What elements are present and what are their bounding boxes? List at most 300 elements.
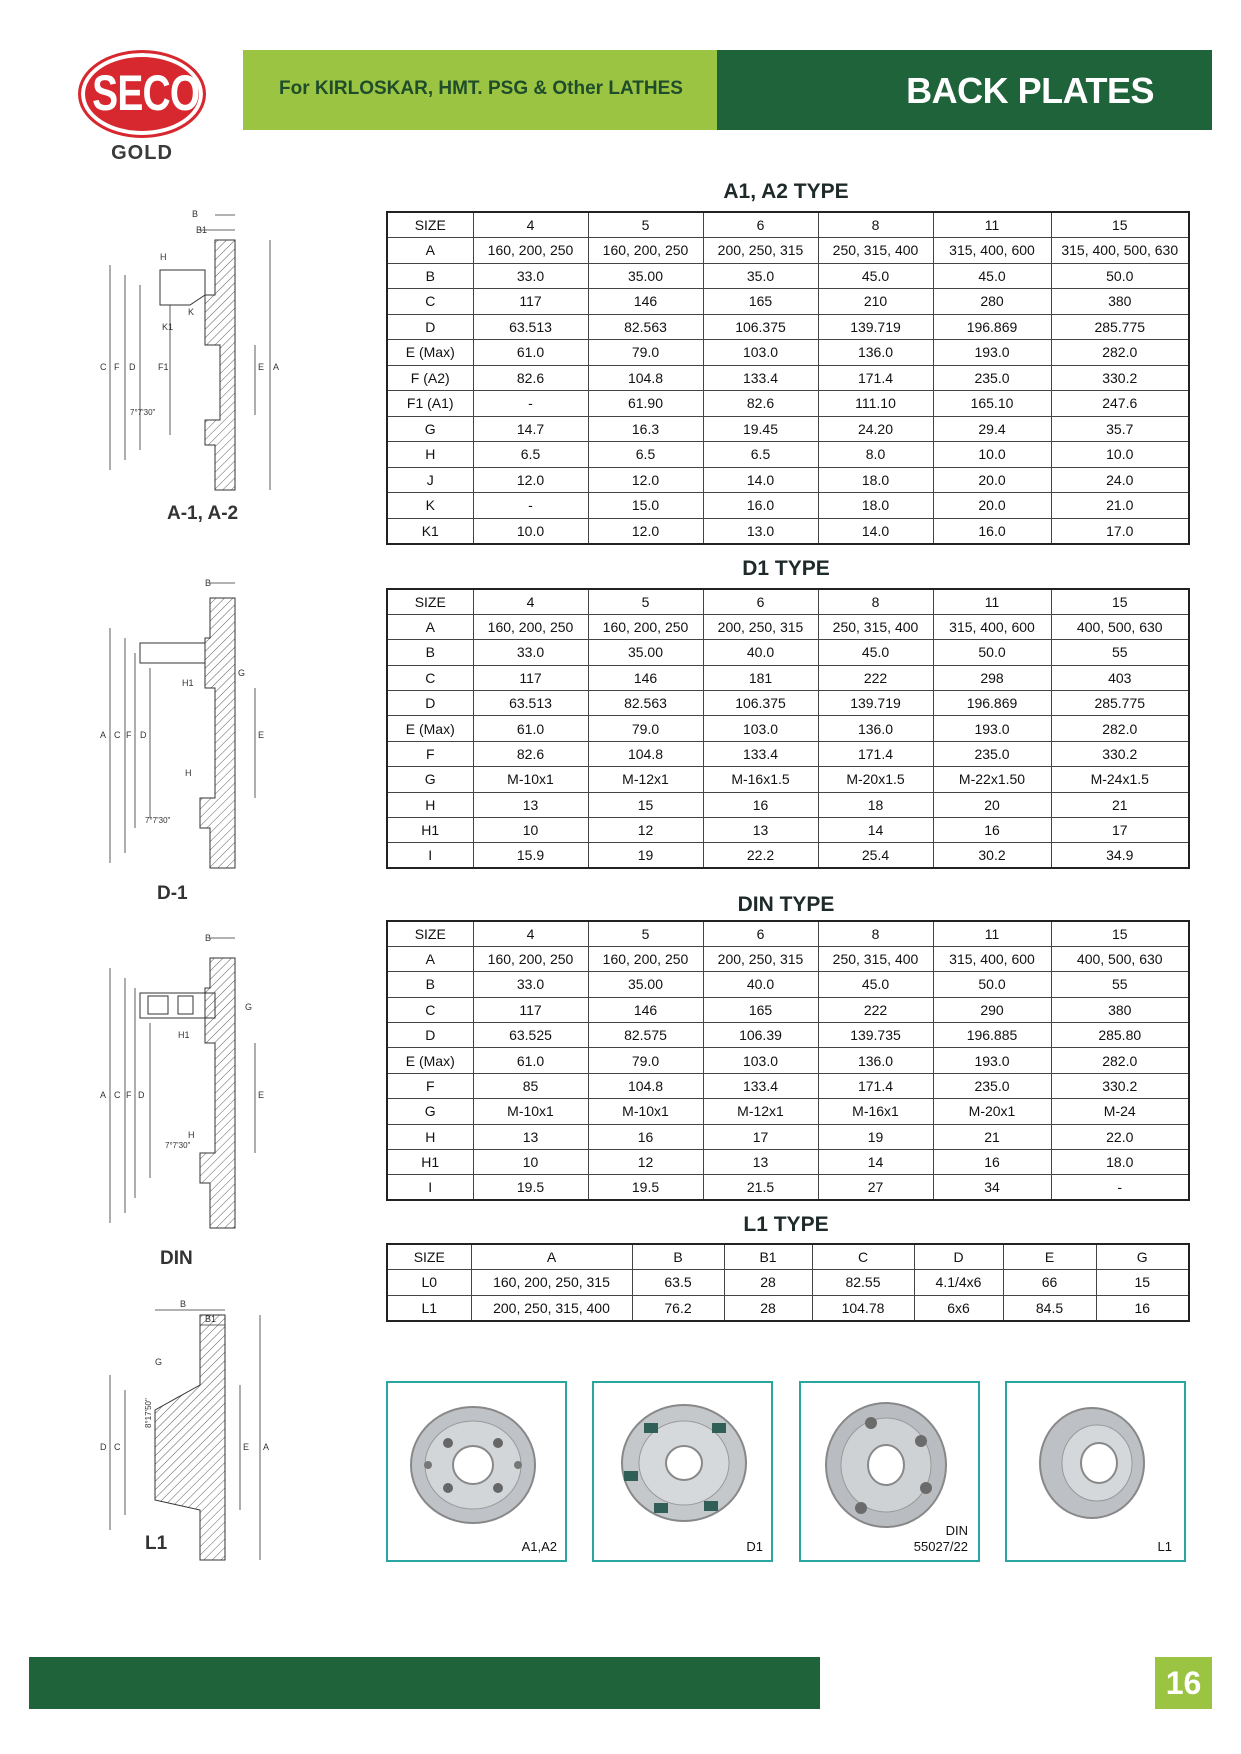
din-row	[387, 946, 1189, 971]
din-row	[387, 972, 1189, 997]
table-cell: 82.575	[588, 1023, 703, 1048]
table-cell: 13	[473, 792, 588, 817]
table-cell: 14.0	[818, 518, 933, 544]
table-cell: 5	[588, 589, 703, 614]
table-cell: 28	[724, 1270, 812, 1296]
table-cell: 17	[703, 1124, 818, 1149]
table-cell: 146	[588, 289, 703, 315]
table-cell: 33.0	[473, 972, 588, 997]
table-cell: 17	[1051, 818, 1189, 843]
table-cell: 63.525	[473, 1023, 588, 1048]
a1a2-row	[387, 263, 1189, 289]
table-cell: M-22x1.50	[933, 767, 1051, 792]
table-cell: 8.0	[818, 442, 933, 468]
svg-text:D: D	[129, 362, 136, 372]
table-cell: 146	[588, 665, 703, 690]
table-cell: 33.0	[473, 640, 588, 665]
svg-text:D: D	[138, 1090, 145, 1100]
table-cell: M-20x1	[933, 1099, 1051, 1124]
table-cell: M-20x1.5	[818, 767, 933, 792]
din-row	[387, 1023, 1189, 1048]
table-cell: 117	[473, 997, 588, 1022]
din-row	[387, 921, 1189, 946]
table-cell: 15	[588, 792, 703, 817]
table-cell: 165	[703, 997, 818, 1022]
row-label: L0	[387, 1270, 471, 1296]
table-cell: 66	[1003, 1270, 1096, 1296]
row-label: J	[387, 467, 473, 493]
table-cell: 85	[473, 1073, 588, 1098]
row-label: A	[387, 946, 473, 971]
table-cell: 40.0	[703, 972, 818, 997]
table-cell: 30.2	[933, 843, 1051, 868]
table-cell: 282.0	[1051, 340, 1189, 366]
table-cell: 19	[818, 1124, 933, 1149]
table-cell: 8	[818, 589, 933, 614]
table-cell: 15.9	[473, 843, 588, 868]
table-cell: 5	[588, 921, 703, 946]
table-cell: 16.0	[703, 493, 818, 519]
row-label: H	[387, 1124, 473, 1149]
din-row	[387, 1150, 1189, 1175]
d1-row	[387, 716, 1189, 741]
table-cell: 315, 400, 600	[933, 946, 1051, 971]
table-cell: 165.10	[933, 391, 1051, 417]
table-cell: 16	[1096, 1295, 1189, 1321]
table-cell: 50.0	[933, 640, 1051, 665]
row-label: K	[387, 493, 473, 519]
photo-caption: A1,A2	[521, 1539, 557, 1554]
din-row	[387, 1175, 1189, 1200]
photo-d1	[592, 1381, 773, 1562]
a1a2-row	[387, 391, 1189, 417]
table-cell: 111.10	[818, 391, 933, 417]
table-cell: 63.513	[473, 691, 588, 716]
table-cell: 139.719	[818, 691, 933, 716]
din-diagram-label: DIN	[160, 1248, 193, 1269]
row-label: SIZE	[387, 921, 473, 946]
din-row	[387, 1073, 1189, 1098]
d1-row	[387, 767, 1189, 792]
svg-text:A: A	[100, 730, 107, 740]
row-label: C	[387, 289, 473, 315]
table-cell: 117	[473, 665, 588, 690]
l1-row	[387, 1270, 1189, 1296]
table-cell: 12.0	[473, 467, 588, 493]
table-cell: 19.5	[473, 1175, 588, 1200]
table-cell: 200, 250, 315, 400	[471, 1295, 632, 1321]
svg-text:H1: H1	[178, 1030, 190, 1040]
table-cell: 133.4	[703, 741, 818, 766]
table-cell: 222	[818, 665, 933, 690]
din-row	[387, 1099, 1189, 1124]
table-cell: 17.0	[1051, 518, 1189, 544]
table-cell: 4	[473, 921, 588, 946]
svg-text:G: G	[238, 668, 246, 678]
d1-row	[387, 741, 1189, 766]
d1-row	[387, 665, 1189, 690]
svg-text:G: G	[245, 1002, 253, 1012]
a1a2-row	[387, 493, 1189, 519]
header-subtitle: For KIRLOSKAR, HMT. PSG & Other LATHES	[279, 78, 683, 99]
table-cell: 235.0	[933, 1073, 1051, 1098]
row-label: L1	[387, 1295, 471, 1321]
table-cell: 160, 200, 250	[473, 614, 588, 639]
table-cell: 133.4	[703, 365, 818, 391]
svg-text:F: F	[126, 1090, 132, 1100]
table-cell: 19.5	[588, 1175, 703, 1200]
a1a2-row	[387, 416, 1189, 442]
a1a2-row	[387, 212, 1189, 238]
table-cell: 330.2	[1051, 741, 1189, 766]
table-cell: 22.0	[1051, 1124, 1189, 1149]
table-cell: 13	[703, 1150, 818, 1175]
table-cell: 33.0	[473, 263, 588, 289]
table-cell: 193.0	[933, 1048, 1051, 1073]
table-cell: M-16x1	[818, 1099, 933, 1124]
table-cell: B	[632, 1244, 724, 1270]
table-cell: 400, 500, 630	[1051, 614, 1189, 639]
table-cell: 14.7	[473, 416, 588, 442]
a1a2-spec-table	[386, 211, 1190, 545]
table-cell: 13.0	[703, 518, 818, 544]
table-cell: 35.00	[588, 972, 703, 997]
table-cell: 45.0	[933, 263, 1051, 289]
table-cell: 4.1/4x6	[914, 1270, 1003, 1296]
table-cell: 104.8	[588, 365, 703, 391]
table-cell: 117	[473, 289, 588, 315]
photo-l1	[1005, 1381, 1186, 1562]
table-cell: 380	[1051, 289, 1189, 315]
table-cell: 146	[588, 997, 703, 1022]
table-cell: 13	[473, 1124, 588, 1149]
page-number: 16	[1155, 1657, 1212, 1709]
table-cell: 193.0	[933, 340, 1051, 366]
table-cell: 200, 250, 315	[703, 614, 818, 639]
row-label: A	[387, 614, 473, 639]
table-cell: 6.5	[588, 442, 703, 468]
d1-row	[387, 818, 1189, 843]
table-cell: G	[1096, 1244, 1189, 1270]
table-cell: 171.4	[818, 365, 933, 391]
svg-text:K: K	[188, 307, 195, 317]
photo-caption: DIN	[945, 1523, 968, 1538]
table-cell: 280	[933, 289, 1051, 315]
a1a2-diagram-label: A-1, A-2	[167, 503, 239, 524]
table-cell: 10.0	[933, 442, 1051, 468]
table-cell: 160, 200, 250, 315	[471, 1270, 632, 1296]
d1-section-diagram	[100, 578, 285, 878]
table-cell: 196.869	[933, 691, 1051, 716]
table-cell: M-24	[1051, 1099, 1189, 1124]
table-cell: 235.0	[933, 365, 1051, 391]
svg-text:E: E	[243, 1442, 250, 1452]
table-cell: 25.4	[818, 843, 933, 868]
table-cell: 22.2	[703, 843, 818, 868]
svg-text:A: A	[100, 1090, 107, 1100]
table-cell: 21	[1051, 792, 1189, 817]
table-cell: 6.5	[473, 442, 588, 468]
table-cell: 19	[588, 843, 703, 868]
a1a2-row	[387, 442, 1189, 468]
table-cell: 15	[1051, 921, 1189, 946]
table-cell: 28	[724, 1295, 812, 1321]
row-label: K1	[387, 518, 473, 544]
table-cell: 18.0	[1051, 1150, 1189, 1175]
din-angle: 7°7'30"	[165, 1141, 191, 1150]
seco-logo	[78, 50, 206, 164]
svg-text:F: F	[114, 362, 120, 372]
din-row	[387, 997, 1189, 1022]
table-cell: 196.885	[933, 1023, 1051, 1048]
row-label: SIZE	[387, 212, 473, 238]
table-cell: 15	[1051, 212, 1189, 238]
table-cell: 106.375	[703, 691, 818, 716]
table-cell: 16	[933, 818, 1051, 843]
table-cell: 11	[933, 921, 1051, 946]
table-cell: M-10x1	[473, 767, 588, 792]
l1-row	[387, 1244, 1189, 1270]
row-label: B	[387, 263, 473, 289]
table-cell: 35.7	[1051, 416, 1189, 442]
din-title: DIN TYPE	[737, 893, 835, 916]
table-cell: 6	[703, 212, 818, 238]
table-cell: 35.0	[703, 263, 818, 289]
table-cell: 165	[703, 289, 818, 315]
table-cell: 15.0	[588, 493, 703, 519]
svg-text:B1: B1	[205, 1314, 217, 1324]
a1a2-row	[387, 365, 1189, 391]
table-cell: 21.5	[703, 1175, 818, 1200]
table-cell: 250, 315, 400	[818, 946, 933, 971]
l1-angle: 8°17'50"	[144, 1398, 153, 1428]
table-cell: 133.4	[703, 1073, 818, 1098]
table-cell: 315, 400, 600	[933, 238, 1051, 264]
table-cell: 285.80	[1051, 1023, 1189, 1048]
svg-text:C: C	[114, 1090, 121, 1100]
a1a2-row	[387, 340, 1189, 366]
table-cell: 330.2	[1051, 1073, 1189, 1098]
table-cell: M-12x1	[588, 767, 703, 792]
table-cell: B1	[724, 1244, 812, 1270]
table-cell: 14.0	[703, 467, 818, 493]
table-cell: M-24x1.5	[1051, 767, 1189, 792]
din-row	[387, 1048, 1189, 1073]
table-cell: 35.00	[588, 640, 703, 665]
table-cell: 24.0	[1051, 467, 1189, 493]
logo-sub: GOLD	[111, 142, 173, 164]
table-cell: M-16x1.5	[703, 767, 818, 792]
row-label: SIZE	[387, 1244, 471, 1270]
l1-title: L1 TYPE	[743, 1213, 829, 1236]
svg-text:F: F	[126, 730, 132, 740]
d1-row	[387, 589, 1189, 614]
table-cell: 136.0	[818, 716, 933, 741]
a1a2-angle: 7°7'30"	[130, 408, 156, 417]
table-cell: 282.0	[1051, 1048, 1189, 1073]
table-cell: 16	[933, 1150, 1051, 1175]
table-cell: 82.6	[473, 741, 588, 766]
table-cell: 104.8	[588, 1073, 703, 1098]
table-cell: 50.0	[1051, 263, 1189, 289]
table-cell: 13	[703, 818, 818, 843]
svg-text:E: E	[258, 362, 265, 372]
svg-text:H1: H1	[182, 678, 194, 688]
table-cell: M-12x1	[703, 1099, 818, 1124]
row-label: I	[387, 1175, 473, 1200]
table-cell: 285.775	[1051, 314, 1189, 340]
row-label: G	[387, 416, 473, 442]
table-cell: 10	[473, 818, 588, 843]
page-title: BACK PLATES	[906, 70, 1154, 111]
table-cell: 63.5	[632, 1270, 724, 1296]
table-cell: 222	[818, 997, 933, 1022]
row-label: F1 (A1)	[387, 391, 473, 417]
table-cell: 103.0	[703, 716, 818, 741]
d1-title: D1 TYPE	[742, 557, 830, 580]
table-cell: 18	[818, 792, 933, 817]
svg-text:E: E	[258, 730, 265, 740]
table-cell: 18.0	[818, 493, 933, 519]
l1-row	[387, 1295, 1189, 1321]
table-cell: 160, 200, 250	[588, 614, 703, 639]
table-cell: 12.0	[588, 467, 703, 493]
l1-spec-table	[386, 1243, 1190, 1322]
table-cell: -	[473, 493, 588, 519]
table-cell: M-10x1	[473, 1099, 588, 1124]
table-cell: 193.0	[933, 716, 1051, 741]
table-cell: 82.55	[812, 1270, 914, 1296]
table-cell: 282.0	[1051, 716, 1189, 741]
table-cell: 160, 200, 250	[588, 238, 703, 264]
table-cell: 4	[473, 212, 588, 238]
table-cell: 315, 400, 600	[933, 614, 1051, 639]
photo-din	[799, 1381, 980, 1562]
table-cell: 55	[1051, 640, 1189, 665]
table-cell: 4	[473, 589, 588, 614]
photo-caption: L1	[1157, 1539, 1172, 1554]
table-cell: 315, 400, 500, 630	[1051, 238, 1189, 264]
svg-text:E: E	[258, 1090, 265, 1100]
table-cell: 18.0	[818, 467, 933, 493]
table-cell: 35.00	[588, 263, 703, 289]
table-cell: 79.0	[588, 716, 703, 741]
table-cell: 82.6	[703, 391, 818, 417]
header-title-bar	[717, 50, 1212, 130]
row-label: H1	[387, 1150, 473, 1175]
table-cell: 330.2	[1051, 365, 1189, 391]
d1-row	[387, 640, 1189, 665]
table-cell: 19.45	[703, 416, 818, 442]
table-cell: 160, 200, 250	[473, 238, 588, 264]
table-cell: 61.0	[473, 1048, 588, 1073]
svg-text:B: B	[180, 1299, 187, 1309]
table-cell: 82.6	[473, 365, 588, 391]
svg-text:C: C	[100, 362, 107, 372]
table-cell: 16	[703, 792, 818, 817]
table-cell: 45.0	[818, 263, 933, 289]
table-cell: 5	[588, 212, 703, 238]
row-label: G	[387, 1099, 473, 1124]
table-cell: 10	[473, 1150, 588, 1175]
table-cell: 106.375	[703, 314, 818, 340]
a1a2-row	[387, 238, 1189, 264]
table-cell: 34.9	[1051, 843, 1189, 868]
d1-row	[387, 792, 1189, 817]
logo-brand: SECO	[92, 65, 200, 121]
row-label: D	[387, 314, 473, 340]
table-cell: 104.8	[588, 741, 703, 766]
svg-text:H: H	[185, 768, 192, 778]
table-cell: 40.0	[703, 640, 818, 665]
table-cell: 6	[703, 921, 818, 946]
row-label: D	[387, 1023, 473, 1048]
a1a2-row	[387, 467, 1189, 493]
a1a2-row	[387, 518, 1189, 544]
table-cell: 12.0	[588, 518, 703, 544]
table-cell: 21	[933, 1124, 1051, 1149]
table-cell: -	[473, 391, 588, 417]
table-cell: 403	[1051, 665, 1189, 690]
table-cell: 15	[1096, 1270, 1189, 1296]
table-cell: 50.0	[933, 972, 1051, 997]
row-label: B	[387, 972, 473, 997]
table-cell: 104.78	[812, 1295, 914, 1321]
table-cell: 196.869	[933, 314, 1051, 340]
table-cell: 139.735	[818, 1023, 933, 1048]
table-cell: 16	[588, 1124, 703, 1149]
table-cell: 10.0	[1051, 442, 1189, 468]
svg-text:D: D	[140, 730, 147, 740]
row-label: H	[387, 792, 473, 817]
table-cell: 82.563	[588, 691, 703, 716]
table-cell: 76.2	[632, 1295, 724, 1321]
table-cell: 61.90	[588, 391, 703, 417]
table-cell: 6.5	[703, 442, 818, 468]
d1-spec-table	[386, 588, 1190, 869]
svg-text:F1: F1	[158, 362, 169, 372]
table-cell: 136.0	[818, 1048, 933, 1073]
table-cell: 171.4	[818, 741, 933, 766]
table-cell: 200, 250, 315	[703, 946, 818, 971]
table-cell: 20.0	[933, 493, 1051, 519]
table-cell: 55	[1051, 972, 1189, 997]
a1a2-row	[387, 289, 1189, 315]
table-cell: C	[812, 1244, 914, 1270]
svg-text:K1: K1	[162, 322, 174, 332]
svg-text:B: B	[205, 933, 212, 943]
table-cell: 61.0	[473, 716, 588, 741]
table-cell: 247.6	[1051, 391, 1189, 417]
a1a2-section-diagram	[100, 205, 285, 500]
table-cell: 11	[933, 589, 1051, 614]
svg-text:H: H	[188, 1130, 195, 1140]
table-cell: 6x6	[914, 1295, 1003, 1321]
table-cell: 16.0	[933, 518, 1051, 544]
din-spec-table	[386, 920, 1190, 1201]
table-cell: 79.0	[588, 340, 703, 366]
table-cell: 10.0	[473, 518, 588, 544]
header-subtitle-bar	[243, 50, 717, 130]
table-cell: 139.719	[818, 314, 933, 340]
table-cell: M-10x1	[588, 1099, 703, 1124]
table-cell: 20	[933, 792, 1051, 817]
l1-section-diagram	[100, 1290, 285, 1570]
row-label: H	[387, 442, 473, 468]
row-label: F	[387, 1073, 473, 1098]
footer-bar	[29, 1657, 820, 1709]
d1-row	[387, 614, 1189, 639]
